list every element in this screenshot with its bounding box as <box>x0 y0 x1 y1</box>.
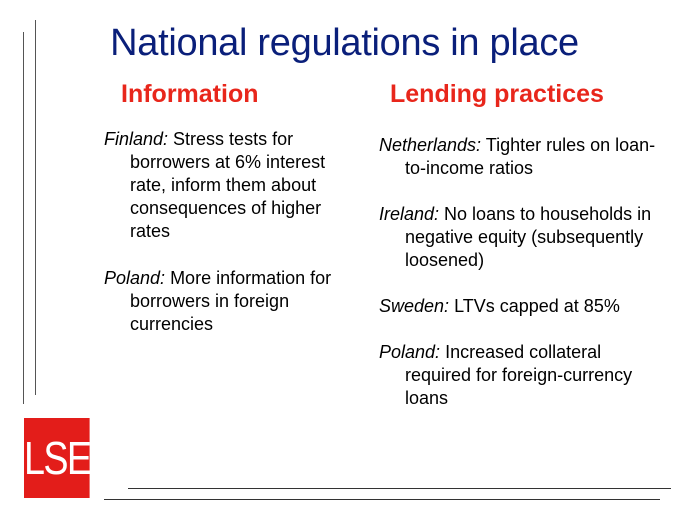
left-border-line-inner <box>35 20 36 395</box>
list-item-sweden <box>379 295 669 318</box>
list-item-ireland <box>379 203 669 272</box>
entry-text: No loans to households in negative equity (subsequently loosened) <box>405 204 652 270</box>
list-item-poland-lending <box>379 341 669 410</box>
list-item-poland-information <box>104 267 344 336</box>
country-label: Netherlands: <box>379 135 482 155</box>
country-label: Sweden: <box>379 296 450 316</box>
country-label: Poland: <box>104 268 166 288</box>
information-heading: Information <box>121 80 259 108</box>
country-label: Finland: <box>104 129 169 149</box>
country-label: Ireland: <box>379 204 440 224</box>
entry-text: Stress tests for borrowers at 6% interest rate, inform them about consequences of higher rates <box>130 129 326 241</box>
entry-text: More information for borrowers in foreign currencies <box>130 268 332 334</box>
left-border-line-outer <box>23 32 24 404</box>
footer-line-lower <box>104 499 660 500</box>
list-item-finland <box>104 128 344 243</box>
entry-text: LTVs capped at 85% <box>449 296 620 316</box>
information-column <box>104 128 344 336</box>
entry-text: Tighter rules on loan-to-income ratios <box>405 135 656 178</box>
lending-practices-column <box>379 134 669 410</box>
list-item-netherlands <box>379 134 669 180</box>
lending-practices-heading: Lending practices <box>390 80 604 108</box>
slide-title: National regulations in place <box>110 22 579 64</box>
entry-text: Increased collateral required for foreign-currency loans <box>405 342 633 408</box>
footer-line-upper <box>128 488 671 489</box>
lse-logo: LSE <box>24 418 90 498</box>
country-label: Poland: <box>379 342 441 362</box>
